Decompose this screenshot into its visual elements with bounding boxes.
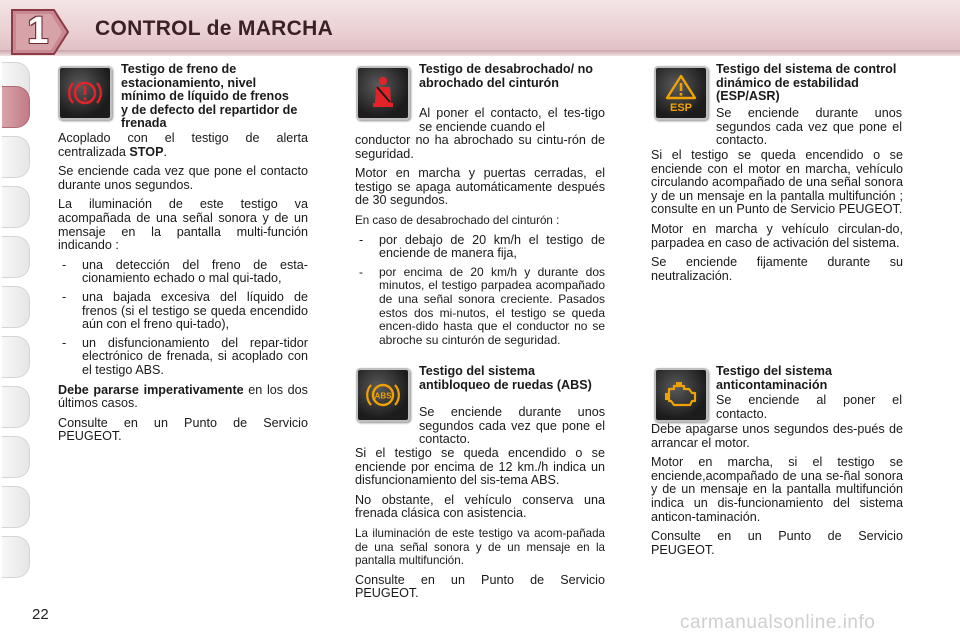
- esp-icon-label: ESP: [669, 102, 693, 114]
- abs-paragraph-2: No obstante, el vehículo conserva una frenada clásica con asistencia.: [355, 492, 605, 521]
- brake-p1-text: Acoplado con el testigo de alerta centralizada: [58, 131, 308, 159]
- list-item: - una bajada excesiva del líquido de frenos (si el testigo se queda encendido aún con el freno qui-tado),: [58, 291, 308, 332]
- abs-warning-icon: [356, 368, 410, 422]
- side-tab[interactable]: [2, 536, 30, 578]
- engine-warning-icon: [654, 368, 708, 422]
- brake-warning-section: [58, 132, 308, 450]
- brake-p4-text: en los dos últimos casos.: [58, 382, 308, 411]
- watermark: carmanualsonline.info: [680, 612, 876, 633]
- stop-imperative-label: Debe pararse imperativamente: [58, 382, 244, 397]
- page-number: 22: [32, 606, 49, 623]
- esp-intro: Se enciende durante unos segundos cada vez que pone el contacto.: [716, 106, 902, 148]
- side-tab[interactable]: [2, 386, 30, 428]
- esp-paragraph-3: Se enciende fijamente durante su neutralización.: [651, 255, 903, 283]
- side-tab-active[interactable]: [2, 86, 30, 128]
- seatbelt-paragraph-1: conductor no ha abrochado su cintu-rón de seguridad.: [355, 133, 605, 161]
- abs-paragraph-1: Si el testigo se queda encendido o se enciende por encima de 12 km./h indica un disfuncionamiento del sis-tema ABS.: [355, 446, 605, 488]
- brake-warning-heading: Testigo de freno de estacionamiento, nivel mínimo de líquido de frenos y de defecto del repartidor de frenada: [121, 62, 298, 131]
- svg-text:ABS: ABS: [374, 391, 392, 401]
- brake-paragraph-3: La iluminación de este testigo va acompañada de una señal sonora y de un mensaje en la pantalla multi-función indicando :: [58, 197, 308, 253]
- seatbelt-warning-icon: [356, 66, 410, 120]
- seatbelt-warning-section: [355, 134, 605, 353]
- esp-warning-section: [651, 149, 903, 289]
- stop-label: STOP: [129, 144, 164, 159]
- abs-warning-section: [355, 447, 605, 607]
- esp-paragraph-1: Si el testigo se queda encendido o se enciende con el motor en marcha, vehículo circulando acompañado de una señal sonora y de un mensaje en la pantalla multifunción ; consulte en un Punto de Servicio PEUGEOT.: [651, 148, 903, 217]
- list-item: - por encima de 20 km/h y durante dos minutos, el testigo parpadea acompañado de una señal sonora creciente. Pasados estos dos mi-nutos, el testigo se queda encen-dido hasta que el conductor no se abroche su cinturón de seguridad.: [355, 266, 605, 348]
- side-tab[interactable]: [2, 486, 30, 528]
- esp-warning-icon: [654, 66, 708, 120]
- brake-p1-end: .: [163, 144, 167, 159]
- header-shadow: [0, 50, 960, 56]
- list-item: - por debajo de 20 km/h el testigo de enciende de manera fija,: [355, 234, 605, 261]
- seatbelt-paragraph-3: En caso de desabrochado del cinturón :: [355, 213, 560, 227]
- chapter-side-tabs: [0, 62, 34, 582]
- brake-paragraph-4: [58, 384, 308, 411]
- engine-intro: Se enciende al poner el contacto.: [716, 393, 902, 421]
- brake-paragraph-2: Se enciende cada vez que pone el contacto durante unos segundos.: [58, 164, 308, 192]
- side-tab[interactable]: [2, 336, 30, 378]
- abs-paragraph-4: Consulte en un Punto de Servicio PEUGEOT.: [355, 572, 605, 601]
- seatbelt-intro: Al poner el contacto, el tes-tigo se enciende cuando el: [419, 106, 605, 134]
- brake-paragraph-5: Consulte en un Punto de Servicio PEUGEOT.: [58, 415, 308, 444]
- list-item: - una detección del freno de esta-cionamiento echado o mal qui-tado,: [58, 259, 308, 286]
- page-title: CONTROL de MARCHA: [95, 17, 334, 40]
- engine-paragraph-2: Motor en marcha, si el testigo se enciende,acompañado de una se-ñal sonora y de un mensaje en la pantalla multifunción indica un dis-funcionamiento del sistema anticon-taminación.: [651, 455, 903, 524]
- esp-paragraph-2: Motor en marcha y vehículo circulan-do, parpadea en caso de activación del sistema.: [651, 221, 903, 250]
- chapter-number: 1: [27, 10, 49, 52]
- esp-warning-heading: Testigo del sistema de control dinámico de estabilidad (ESP/ASR): [716, 62, 897, 104]
- abs-paragraph-3: La iluminación de este testigo va acom-pañada de una señal sonora y de un mensaje en la pantalla multifunción.: [355, 526, 605, 568]
- engine-paragraph-1: Debe apagarse unos segundos des-pués de arrancar el motor.: [651, 422, 903, 450]
- seatbelt-warning-heading: Testigo de desabrochado/ no abrochado del cinturón: [419, 62, 593, 90]
- engine-paragraph-3: Consulte en un Punto de Servicio PEUGEOT.: [651, 529, 903, 557]
- side-tab[interactable]: [2, 236, 30, 278]
- side-tab[interactable]: [2, 186, 30, 228]
- brake-warning-icon: [58, 66, 112, 120]
- seatbelt-paragraph-2: Motor en marcha y puertas cerradas, el testigo se apaga automáticamente después de 30 segundos.: [355, 166, 605, 208]
- engine-warning-heading: Testigo del sistema anticontaminación: [716, 364, 832, 392]
- abs-intro: Se enciende durante unos segundos cada vez que pone el contacto.: [419, 405, 605, 447]
- brake-paragraph-1: [58, 132, 308, 159]
- engine-warning-section: [651, 423, 903, 563]
- side-tab[interactable]: [2, 436, 30, 478]
- abs-warning-heading: Testigo del sistema antibloqueo de ruedas (ABS): [419, 364, 592, 392]
- side-tab[interactable]: [2, 136, 30, 178]
- side-tab[interactable]: [2, 286, 30, 328]
- list-item: - un disfuncionamiento del repar-tidor electrónico de frenada, si acoplado con el testigo ABS.: [58, 337, 308, 378]
- seatbelt-conditions-list: [355, 234, 605, 348]
- brake-conditions-list: [58, 259, 308, 378]
